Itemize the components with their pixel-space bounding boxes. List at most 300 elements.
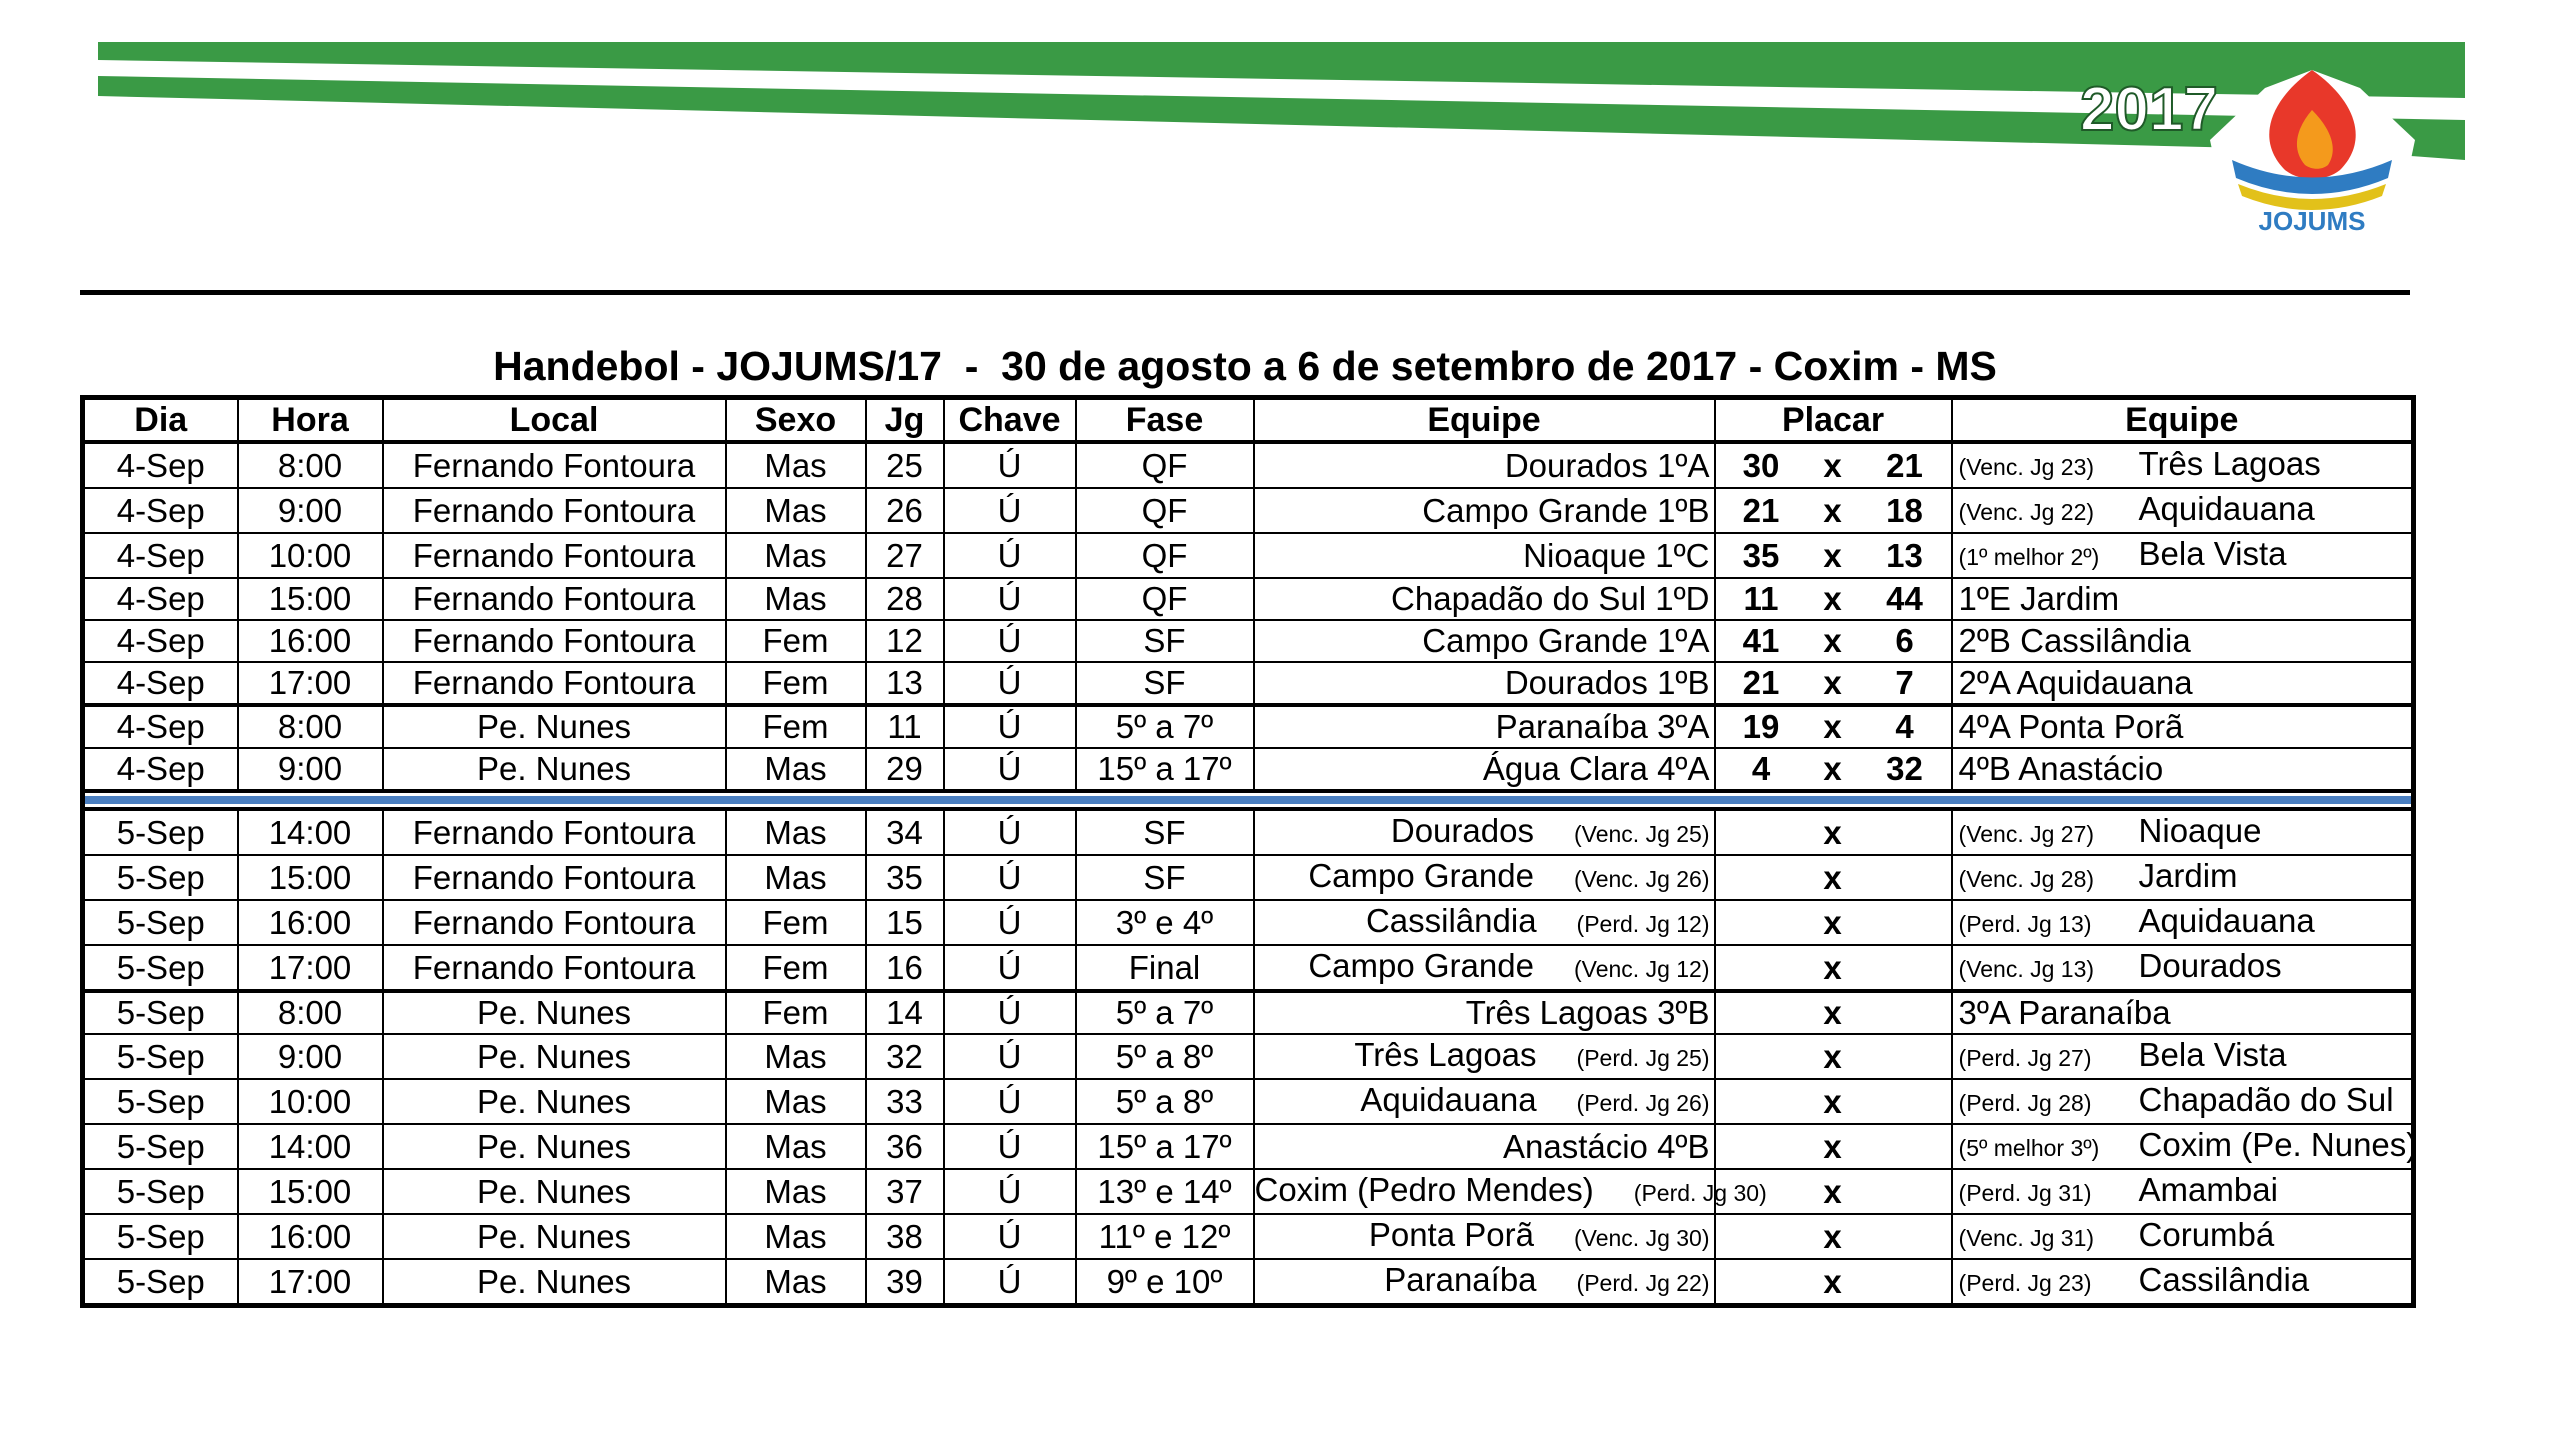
table-row <box>83 705 2414 748</box>
sexo-cell: Mas <box>726 533 866 578</box>
local-cell: Fernando Fontoura <box>383 662 726 705</box>
team-2-note: (Perd. Jg 27) <box>1958 1045 2092 1071</box>
team-1-name: Três Lagoas <box>1354 1036 1537 1073</box>
team-1-name: Dourados <box>1390 812 1534 849</box>
team-2-cell <box>1952 1259 2414 1306</box>
score-2 <box>1859 1124 1952 1169</box>
hora-cell: 9:00 <box>238 1034 383 1079</box>
dia-cell: 4-Sep <box>83 662 238 705</box>
score-x: x <box>1807 1169 1859 1214</box>
dia-cell: 5-Sep <box>83 1079 238 1124</box>
team-2-name: 1ºE Jardim <box>1958 580 2120 617</box>
sexo-cell: Mas <box>726 1214 866 1259</box>
team-1-cell <box>1254 900 1715 945</box>
team-2-cell <box>1952 900 2414 945</box>
team-1-cell <box>1254 662 1715 705</box>
team-1-note: (Venc. Jg 26) <box>1573 866 1710 892</box>
fase-cell: SF <box>1076 662 1254 705</box>
team-2-note: (5º melhor 3º) <box>1958 1135 2100 1161</box>
team-1-note: (Perd. Jg 30) <box>1633 1180 1767 1206</box>
score-x: x <box>1807 662 1859 705</box>
score-x: x <box>1807 620 1859 662</box>
chave-cell: Ú <box>944 533 1076 578</box>
team-2-note: (Venc. Jg 22) <box>1958 499 2095 525</box>
chave-cell: Ú <box>944 855 1076 900</box>
score-x: x <box>1807 1079 1859 1124</box>
team-2-cell <box>1952 533 2414 578</box>
team-2-name: 2ºA Aquidauana <box>1958 664 2193 701</box>
chave-cell: Ú <box>944 945 1076 991</box>
team-2-cell <box>1952 578 2414 620</box>
jg-cell: 35 <box>866 855 944 900</box>
score-2 <box>1859 945 1952 991</box>
chave-cell: Ú <box>944 748 1076 791</box>
score-x: x <box>1807 991 1859 1034</box>
team-2-name: Chapadão do Sul <box>2138 1081 2394 1118</box>
score-2 <box>1859 1034 1952 1079</box>
col-equipe-2: Equipe <box>1952 398 2414 443</box>
score-x: x <box>1807 488 1859 533</box>
team-2-cell <box>1952 1034 2414 1079</box>
chave-cell: Ú <box>944 1124 1076 1169</box>
score-x: x <box>1807 442 1859 488</box>
chave-cell: Ú <box>944 900 1076 945</box>
sexo-cell: Mas <box>726 855 866 900</box>
dia-cell: 4-Sep <box>83 748 238 791</box>
score-2: 7 <box>1859 662 1952 705</box>
table-row <box>83 748 2414 791</box>
day-separator-bar <box>83 791 2414 809</box>
team-1-name: Dourados 1ºB <box>1504 664 1710 701</box>
sexo-cell: Mas <box>726 1124 866 1169</box>
score-2 <box>1859 855 1952 900</box>
team-1-name: Coxim (Pedro Mendes) <box>1254 1171 1594 1208</box>
team-2-name: 4ºA Ponta Porã <box>1958 708 2184 745</box>
team-2-cell <box>1952 662 2414 705</box>
fase-cell: 5º a 8º <box>1076 1034 1254 1079</box>
team-2-cell <box>1952 855 2414 900</box>
score-2 <box>1859 1214 1952 1259</box>
fase-cell: 5º a 8º <box>1076 1079 1254 1124</box>
score-1 <box>1715 991 1807 1034</box>
dia-cell: 5-Sep <box>83 809 238 855</box>
score-x: x <box>1807 900 1859 945</box>
score-2 <box>1859 1079 1952 1124</box>
team-2-cell <box>1952 945 2414 991</box>
local-cell: Fernando Fontoura <box>383 945 726 991</box>
sexo-cell: Mas <box>726 809 866 855</box>
jg-cell: 27 <box>866 533 944 578</box>
score-x: x <box>1807 809 1859 855</box>
team-2-name: Três Lagoas <box>2138 445 2321 482</box>
score-1: 11 <box>1715 578 1807 620</box>
score-1: 21 <box>1715 488 1807 533</box>
score-x: x <box>1807 1034 1859 1079</box>
table-row <box>83 662 2414 705</box>
team-1-cell <box>1254 488 1715 533</box>
score-2: 18 <box>1859 488 1952 533</box>
team-1-note: (Perd. Jg 25) <box>1576 1045 1710 1071</box>
score-x: x <box>1807 533 1859 578</box>
team-2-cell <box>1952 748 2414 791</box>
score-1 <box>1715 1259 1807 1306</box>
col-jg: Jg <box>866 398 944 443</box>
score-x: x <box>1807 855 1859 900</box>
sexo-cell: Mas <box>726 488 866 533</box>
table-header-row <box>83 398 2414 443</box>
score-x: x <box>1807 945 1859 991</box>
fase-cell: 5º a 7º <box>1076 991 1254 1034</box>
team-1-cell <box>1254 442 1715 488</box>
local-cell: Fernando Fontoura <box>383 620 726 662</box>
jg-cell: 36 <box>866 1124 944 1169</box>
dia-cell: 4-Sep <box>83 578 238 620</box>
chave-cell: Ú <box>944 991 1076 1034</box>
hora-cell: 17:00 <box>238 945 383 991</box>
team-1-name: Campo Grande 1ºA <box>1422 622 1710 659</box>
fase-cell: 9º e 10º <box>1076 1259 1254 1306</box>
hora-cell: 10:00 <box>238 1079 383 1124</box>
team-2-note: (Perd. Jg 23) <box>1958 1270 2092 1296</box>
team-1-note: (Perd. Jg 12) <box>1576 911 1710 937</box>
score-2: 44 <box>1859 578 1952 620</box>
team-1-name: Chapadão do Sul 1ºD <box>1391 580 1710 617</box>
team-2-cell <box>1952 1214 2414 1259</box>
col-local: Local <box>383 398 726 443</box>
score-x: x <box>1807 705 1859 748</box>
hora-cell: 10:00 <box>238 533 383 578</box>
team-2-note: (Venc. Jg 31) <box>1958 1225 2095 1251</box>
dia-cell: 5-Sep <box>83 855 238 900</box>
dia-cell: 4-Sep <box>83 533 238 578</box>
fase-cell: QF <box>1076 533 1254 578</box>
team-1-cell <box>1254 1169 1767 1214</box>
fase-cell: 3º e 4º <box>1076 900 1254 945</box>
jg-cell: 12 <box>866 620 944 662</box>
team-1-name: Ponta Porã <box>1368 1216 1534 1253</box>
chave-cell: Ú <box>944 442 1076 488</box>
team-1-name: Campo Grande <box>1308 857 1534 894</box>
chave-cell: Ú <box>944 1079 1076 1124</box>
dia-cell: 4-Sep <box>83 705 238 748</box>
schedule-table <box>80 395 2416 1308</box>
team-2-cell <box>1952 1124 2418 1169</box>
team-1-name: Paranaíba 3ºA <box>1495 708 1710 745</box>
jg-cell: 38 <box>866 1214 944 1259</box>
dia-cell: 4-Sep <box>83 442 238 488</box>
table-row <box>83 945 2414 991</box>
team-1-cell <box>1254 1034 1715 1079</box>
team-1-cell <box>1254 578 1715 620</box>
team-2-name: Jardim <box>2138 857 2238 894</box>
team-2-name: 3ºA Paranaíba <box>1958 994 2171 1031</box>
team-1-cell <box>1254 1259 1715 1306</box>
table-row <box>83 1259 2414 1306</box>
team-1-note: (Perd. Jg 22) <box>1576 1270 1710 1296</box>
local-cell: Fernando Fontoura <box>383 578 726 620</box>
team-2-cell <box>1952 1169 2414 1214</box>
fase-cell: QF <box>1076 578 1254 620</box>
col-placar: Placar <box>1715 398 1952 443</box>
team-1-name: Campo Grande 1ºB <box>1422 491 1710 529</box>
team-2-note: (Perd. Jg 28) <box>1958 1090 2092 1116</box>
team-2-cell <box>1952 809 2414 855</box>
jg-cell: 37 <box>866 1169 944 1214</box>
team-2-cell <box>1952 620 2414 662</box>
local-cell: Pe. Nunes <box>383 1214 726 1259</box>
jg-cell: 29 <box>866 748 944 791</box>
local-cell: Fernando Fontoura <box>383 809 726 855</box>
hora-cell: 16:00 <box>238 1214 383 1259</box>
jg-cell: 39 <box>866 1259 944 1306</box>
team-1-name: Três Lagoas 3ºB <box>1465 994 1710 1031</box>
sexo-cell: Fem <box>726 945 866 991</box>
col-hora: Hora <box>238 398 383 443</box>
team-1-cell <box>1254 533 1715 578</box>
jg-cell: 13 <box>866 662 944 705</box>
jg-cell: 15 <box>866 900 944 945</box>
fase-cell: Final <box>1076 945 1254 991</box>
table-row <box>83 900 2414 945</box>
hora-cell: 8:00 <box>238 442 383 488</box>
dia-cell: 5-Sep <box>83 1034 238 1079</box>
team-2-name: Dourados <box>2138 947 2282 984</box>
hora-cell: 16:00 <box>238 900 383 945</box>
dia-cell: 5-Sep <box>83 1259 238 1306</box>
hora-cell: 8:00 <box>238 705 383 748</box>
team-2-note: (Perd. Jg 31) <box>1958 1180 2092 1206</box>
score-1 <box>1715 1214 1807 1259</box>
hora-cell: 16:00 <box>238 620 383 662</box>
fase-cell: 15º a 17º <box>1076 1124 1254 1169</box>
local-cell: Fernando Fontoura <box>383 442 726 488</box>
sexo-cell: Mas <box>726 748 866 791</box>
team-1-cell <box>1254 620 1715 662</box>
dia-cell: 5-Sep <box>83 900 238 945</box>
local-cell: Pe. Nunes <box>383 1079 726 1124</box>
score-1 <box>1715 900 1807 945</box>
hora-cell: 15:00 <box>238 855 383 900</box>
dia-cell: 5-Sep <box>83 1169 238 1214</box>
fase-cell: QF <box>1076 442 1254 488</box>
table-row <box>83 809 2414 855</box>
logo-text: JOJUMS <box>2258 206 2366 236</box>
chave-cell: Ú <box>944 620 1076 662</box>
team-2-cell <box>1952 1079 2414 1124</box>
table-row <box>83 488 2414 533</box>
team-2-note: (Venc. Jg 13) <box>1958 956 2095 982</box>
table-row <box>83 620 2414 662</box>
hora-cell: 15:00 <box>238 578 383 620</box>
chave-cell: Ú <box>944 662 1076 705</box>
jg-cell: 33 <box>866 1079 944 1124</box>
score-x: x <box>1807 1124 1859 1169</box>
team-1-name: Campo Grande <box>1308 947 1534 984</box>
jg-cell: 32 <box>866 1034 944 1079</box>
team-1-cell <box>1254 705 1715 748</box>
score-1: 41 <box>1715 620 1807 662</box>
fase-cell: 15º a 17º <box>1076 748 1254 791</box>
score-x: x <box>1807 1214 1859 1259</box>
page-title: Handebol - JOJUMS/17 - 30 de agosto a 6 de setembro de 2017 - Coxim - MS <box>493 343 1997 389</box>
score-1: 21 <box>1715 662 1807 705</box>
score-1 <box>1715 809 1807 855</box>
score-2 <box>1859 809 1952 855</box>
score-1 <box>1715 945 1807 991</box>
team-1-note: (Venc. Jg 30) <box>1573 1225 1710 1251</box>
score-2 <box>1859 991 1952 1034</box>
fase-cell: QF <box>1076 488 1254 533</box>
dia-cell: 5-Sep <box>83 1124 238 1169</box>
team-1-note: (Perd. Jg 26) <box>1576 1090 1710 1116</box>
team-1-cell <box>1254 991 1715 1034</box>
jg-cell: 26 <box>866 488 944 533</box>
fase-cell: 11º e 12º <box>1076 1214 1254 1259</box>
sexo-cell: Fem <box>726 705 866 748</box>
fase-cell: SF <box>1076 620 1254 662</box>
table-row <box>83 578 2414 620</box>
chave-cell: Ú <box>944 488 1076 533</box>
fase-cell: SF <box>1076 809 1254 855</box>
fase-cell: 5º a 7º <box>1076 705 1254 748</box>
table-row <box>83 1034 2414 1079</box>
team-2-name: Aquidauana <box>2138 490 2315 527</box>
col-chave: Chave <box>944 398 1076 443</box>
team-2-cell <box>1952 705 2414 748</box>
fase-cell: 13º e 14º <box>1076 1169 1254 1214</box>
team-2-cell <box>1952 442 2414 488</box>
team-1-cell <box>1254 855 1715 900</box>
team-1-name: Dourados 1ºA <box>1504 446 1710 484</box>
header-banner <box>0 0 2560 270</box>
dia-cell: 5-Sep <box>83 945 238 991</box>
sexo-cell: Mas <box>726 1034 866 1079</box>
local-cell: Pe. Nunes <box>383 748 726 791</box>
score-2: 13 <box>1859 533 1952 578</box>
team-2-note: (Venc. Jg 23) <box>1958 454 2095 480</box>
chave-cell: Ú <box>944 1214 1076 1259</box>
team-2-name: 4ºB Anastácio <box>1958 750 2164 787</box>
team-1-name: Anastácio 4ºB <box>1502 1127 1710 1165</box>
col-sexo: Sexo <box>726 398 866 443</box>
score-2: 4 <box>1859 705 1952 748</box>
dia-cell: 5-Sep <box>83 1214 238 1259</box>
dia-cell: 5-Sep <box>83 991 238 1034</box>
team-2-note: (Perd. Jg 13) <box>1958 911 2092 937</box>
hora-cell: 14:00 <box>238 809 383 855</box>
team-1-name: Água Clara 4ºA <box>1482 750 1710 787</box>
sexo-cell: Mas <box>726 578 866 620</box>
team-2-name: Coxim (Pe. Nunes) <box>2138 1126 2418 1163</box>
col-fase: Fase <box>1076 398 1254 443</box>
team-1-name: Aquidauana <box>1360 1081 1537 1118</box>
local-cell: Pe. Nunes <box>383 1124 726 1169</box>
sexo-cell: Mas <box>726 1079 866 1124</box>
team-1-name: Cassilândia <box>1365 902 1537 939</box>
team-1-cell <box>1254 1214 1715 1259</box>
team-2-name: Aquidauana <box>2138 902 2315 939</box>
table-row <box>83 1169 2414 1214</box>
local-cell: Pe. Nunes <box>383 1169 726 1214</box>
team-1-cell <box>1254 809 1715 855</box>
score-2: 21 <box>1859 442 1952 488</box>
score-1: 19 <box>1715 705 1807 748</box>
team-2-cell <box>1952 991 2414 1034</box>
team-2-note: (Venc. Jg 27) <box>1958 821 2095 847</box>
score-1 <box>1715 855 1807 900</box>
score-2 <box>1859 900 1952 945</box>
team-2-note: (1º melhor 2º) <box>1958 544 2100 570</box>
team-2-name: Amambai <box>2138 1171 2278 1208</box>
score-2: 32 <box>1859 748 1952 791</box>
table-row <box>83 442 2414 488</box>
team-1-cell <box>1254 1079 1715 1124</box>
team-2-name: Bela Vista <box>2138 535 2287 572</box>
hora-cell: 9:00 <box>238 488 383 533</box>
hora-cell: 14:00 <box>238 1124 383 1169</box>
team-1-name: Paranaíba <box>1384 1261 1537 1298</box>
dia-cell: 4-Sep <box>83 488 238 533</box>
local-cell: Pe. Nunes <box>383 991 726 1034</box>
col-equipe-1: Equipe <box>1254 398 1715 443</box>
fase-cell: SF <box>1076 855 1254 900</box>
table-row <box>83 1214 2414 1259</box>
hora-cell: 8:00 <box>238 991 383 1034</box>
hora-cell: 17:00 <box>238 662 383 705</box>
score-x: x <box>1807 578 1859 620</box>
day-separator <box>83 791 2414 809</box>
team-1-note: (Venc. Jg 25) <box>1573 821 1710 847</box>
team-1-cell <box>1254 1124 1715 1169</box>
jg-cell: 14 <box>866 991 944 1034</box>
team-1-cell <box>1254 945 1715 991</box>
jg-cell: 25 <box>866 442 944 488</box>
team-2-name: 2ºB Cassilândia <box>1958 622 2191 659</box>
col-dia: Dia <box>83 398 238 443</box>
team-2-note: (Venc. Jg 28) <box>1958 866 2095 892</box>
chave-cell: Ú <box>944 809 1076 855</box>
local-cell: Pe. Nunes <box>383 705 726 748</box>
score-x: x <box>1807 1259 1859 1306</box>
score-1 <box>1715 1079 1807 1124</box>
score-1: 4 <box>1715 748 1807 791</box>
hora-cell: 9:00 <box>238 748 383 791</box>
score-1: 30 <box>1715 442 1807 488</box>
jg-cell: 11 <box>866 705 944 748</box>
team-2-name: Corumbá <box>2138 1216 2275 1253</box>
sexo-cell: Fem <box>726 620 866 662</box>
sexo-cell: Mas <box>726 1259 866 1306</box>
hora-cell: 15:00 <box>238 1169 383 1214</box>
local-cell: Fernando Fontoura <box>383 855 726 900</box>
local-cell: Pe. Nunes <box>383 1034 726 1079</box>
team-1-name: Nioaque 1ºC <box>1523 536 1710 574</box>
sexo-cell: Fem <box>726 991 866 1034</box>
chave-cell: Ú <box>944 578 1076 620</box>
table-row <box>83 855 2414 900</box>
jg-cell: 34 <box>866 809 944 855</box>
score-1 <box>1715 1124 1807 1169</box>
hora-cell: 17:00 <box>238 1259 383 1306</box>
jg-cell: 16 <box>866 945 944 991</box>
table-row <box>83 1079 2414 1124</box>
score-1 <box>1715 1034 1807 1079</box>
score-2 <box>1859 1259 1952 1306</box>
header-rule <box>80 290 2410 295</box>
team-1-cell <box>1254 748 1715 791</box>
team-2-name: Nioaque <box>2138 812 2262 849</box>
local-cell: Fernando Fontoura <box>383 488 726 533</box>
